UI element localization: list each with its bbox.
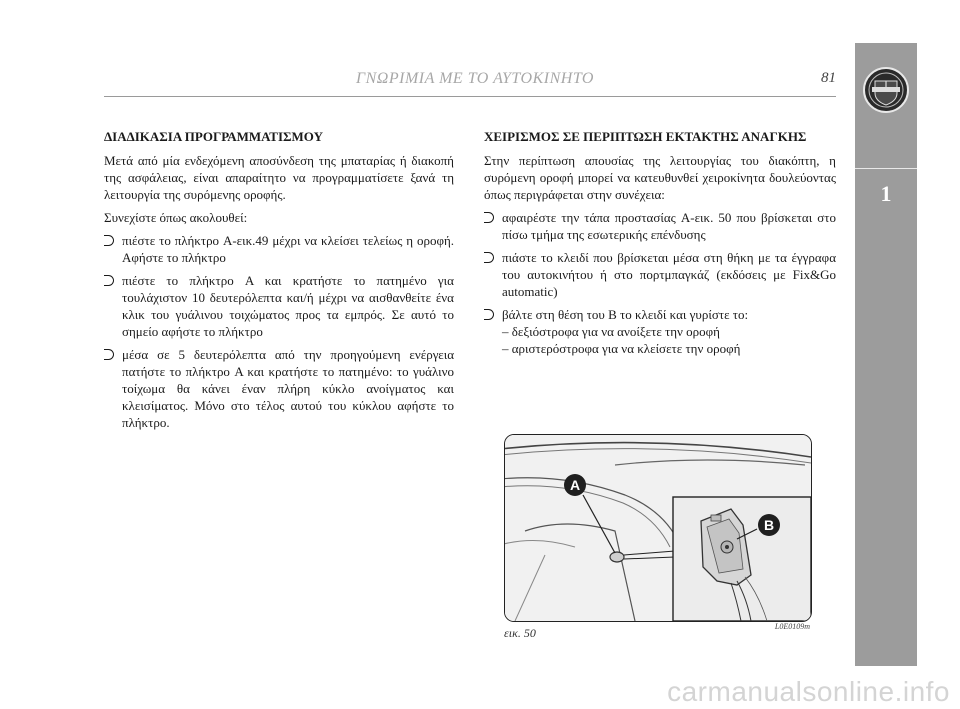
label-b: B — [763, 517, 775, 533]
intro-paragraph: Μετά από μία ενδεχόμενη αποσύνδεση της μπαταρίας ή διακοπή της ασφάλειας, είναι απαραίτητο να προγραμματίσετε ξανά τη λειτουργία της συρόμενης οροφής. — [104, 153, 454, 202]
figure-illustration — [504, 434, 812, 622]
list-item-text: αφαιρέστε την τάπα προστασίας A-εικ. 50 που βρίσκεται στο πίσω τμήμα της εσωτερικής επένδυσης — [502, 210, 836, 242]
list-item — [104, 346, 454, 431]
list-item-text: μέσα σε 5 δευτερόλεπτα από την προηγούμενη ενέργεια πατήστε το πλήκτρο A και κρατήστε το πατημένο: το γυάλινο τοίχωμα θα κάνει έναν πλήρη κύκλο ανοίγματος και κλεισίματος. Μόνο στο τέλος αυτού του κύκλου αφήστε το πλήκτρο. — [122, 347, 454, 430]
bullet-mark — [484, 212, 494, 223]
watermark: carmanualsonline.info — [667, 676, 950, 707]
sub-item: – αριστερόστροφα για να κλείσετε την οροφή — [502, 341, 741, 356]
bullet-mark — [104, 275, 114, 286]
list-item — [484, 249, 836, 300]
list-item-text: βάλτε στη θέση του B το κλειδί και γυρίστε το: — [502, 307, 749, 322]
page-title: ΓΝΩΡΙΜΙΑ ΜΕ ΤΟ ΑΥΤΟΚΙΝΗΤΟ — [356, 70, 594, 87]
chapter-number: 1 — [880, 181, 892, 206]
sidebar-rule — [855, 168, 917, 169]
intro-paragraph: Στην περίπτωση απουσίας της λειτουργίας του διακόπτη, η συρόμενη οροφή μπορεί να κατευθυνθεί χειροκίνητα δουλεύοντας όπως περιγράφεται στην συνέχεια: — [484, 153, 836, 202]
list-item — [104, 232, 454, 266]
section-heading: ΧΕΙΡΙΣΜΟΣ ΣΕ ΠΕΡΙΠΤΩΣΗ ΕΚΤΑΚΤΗΣ ΑΝΑΓΚΗΣ — [484, 129, 807, 144]
sub-item: – δεξιόστροφα για να ανοίξετε την οροφή — [502, 324, 720, 339]
list-item — [104, 272, 454, 340]
bullet-mark — [104, 235, 114, 246]
lancia-shield-icon — [861, 65, 911, 115]
list-item — [484, 209, 836, 243]
bullet-mark — [484, 309, 494, 320]
continue-paragraph: Συνεχίστε όπως ακολουθεί: — [104, 210, 248, 225]
figure-caption: εικ. 50 — [504, 626, 536, 640]
label-a: A — [569, 477, 581, 493]
list-item-text: πιάστε το κλειδί που βρίσκεται μέσα στη θήκη με τα έγγραφα του αυτοκινήτου ή στο πορτμπαγκάζ (εκδόσεις με Fix&Go automatic) — [502, 250, 836, 299]
page-number: 81 — [821, 70, 836, 86]
bullet-mark — [104, 349, 114, 360]
list-item-text: πιέστε το πλήκτρο A και κρατήστε το πατημένο για τουλάχιστον 10 δευτερόλεπτα και/ή μέχρι να αισθανθείτε ένα κλικ του γυάλινου τοιχώματος προς τα εμπρός. Σε αυτό το σημείο αφήστε το πλήκτρο — [122, 273, 454, 339]
chapter-sidebar — [855, 43, 917, 666]
list-item-text: πιέστε το πλήκτρο A-εικ.49 μέχρι να κλείσει τελείως η οροφή. Αφήστε το πλήκτρο — [122, 233, 454, 265]
left-column — [104, 128, 454, 437]
section-heading: ΔΙΑΔΙΚΑΣΙΑ ΠΡΟΓΡΑΜΜΑΤΙΣΜΟΥ — [104, 129, 323, 144]
bullet-mark — [484, 252, 494, 263]
header-rule — [104, 96, 836, 97]
figure-code: L0E0109m — [774, 622, 810, 631]
right-column — [484, 128, 836, 363]
list-item — [484, 306, 836, 357]
